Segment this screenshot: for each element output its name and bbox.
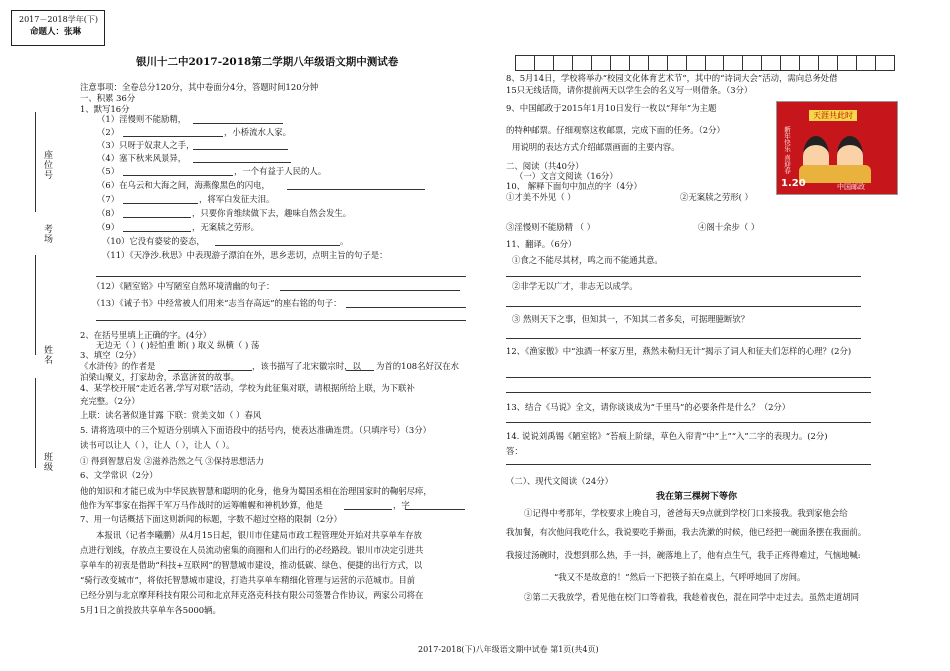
stamp-bodies xyxy=(799,165,871,183)
answer-line xyxy=(506,338,861,339)
author-text: 命题人：张琳 xyxy=(30,27,82,37)
question-text: ，将军白发征夫泪。 xyxy=(199,194,275,204)
news-text: 本报讯（记者李曦鹏）从4月15日起，银川市住建局市政工程管理处开始对共享单车存放 xyxy=(96,530,422,540)
stamp-sub: 新年快乐 喜迎春 xyxy=(783,126,791,174)
answer-line xyxy=(193,123,283,124)
answer-line xyxy=(280,290,460,291)
header-box xyxy=(11,10,105,46)
side-line-3 xyxy=(35,378,36,468)
article-text: ②第二天我放学，看见他在校门口等着我，我趁着夜色，混在同学中走过去。虽然走道胡同 xyxy=(524,592,859,602)
article-text: 我接过汤碗时，没想到那么热，手一抖，碗落地上了，他有点生气，我手正疼得难过，气恼地喊: xyxy=(506,550,861,560)
question-text: 为首的108名好汉在水 xyxy=(376,361,459,371)
question-text: （11）《天净沙.秋思》中表现游子漂泊在外，思乡悲切，点明主旨的句子是： xyxy=(102,250,388,260)
question-text: 14. 说说刘禹锡《陋室铭》“苔痕上阶绿，草色入帘青”中“上”“入”二字的表现力。(2分) xyxy=(506,431,828,441)
article-title: 我在第三棵树下等你 xyxy=(656,492,738,502)
question-text: 4、某学校开展“走近名著,学写对联”活动，学校为此征集对联，请根据所给上联，为下联补 xyxy=(80,383,415,393)
answer-line xyxy=(506,422,871,423)
question-text: 13、结合《马说》全文，请你谈谈成为“千里马”的必要条件是什么？（2分） xyxy=(506,402,791,412)
question-text: （12）《陋室铭》中写陋室自然环境清幽的句子： xyxy=(92,281,275,291)
question-text: （3）只呀于奴隶人之手， xyxy=(97,140,195,150)
question-text: 。 xyxy=(340,236,349,246)
side-label-name: 姓名 xyxy=(42,345,52,365)
answer-line xyxy=(193,149,288,150)
question-text: 他作为军事家在指挥千军万马作战时的运筹帷幄和神机妙算，他是 xyxy=(80,500,323,510)
side-label-room: 考场 xyxy=(42,224,52,244)
answer-line xyxy=(344,509,392,510)
question-text: （13）《诫子书》中经常被人们用来“志当存高远”的座右铭的句子： xyxy=(92,298,342,308)
question-text: 10、 解释下面句中加点的字（4分） xyxy=(506,181,642,191)
page-footer: 2017-2018(下)八年级语文期中试卷 第1页(共4页) xyxy=(418,645,599,654)
question-text: （1）淫慢则不能励精， xyxy=(97,114,187,124)
answer-line xyxy=(346,370,374,371)
question-text: ，无案牍之劳形。 xyxy=(192,222,259,232)
answer-line xyxy=(123,136,223,137)
answer-grid[interactable] xyxy=(515,55,895,71)
stamp-country: 中国邮政 xyxy=(837,183,865,191)
article-text: “我又不是故意的！”然后一下把筷子拍在桌上，气呼呼地回了房间。 xyxy=(554,572,806,582)
article-text: 我加餐，有次他问我吃什么，我说要吃手擀面，我去洗漱的时候，他已经把一碗面条摆在我面前。 xyxy=(506,527,867,537)
question-text: 用说明的表达方式介绍邮票画面的主要内容。 xyxy=(512,142,680,152)
question-text: 3、填空（2分） xyxy=(80,350,141,360)
answer-line xyxy=(123,203,198,204)
news-text: 点进行划线，存放点主要设在人员流动密集的商圈和人们出行的必经路段。银川市决定引进共 xyxy=(80,545,424,555)
question-text: ①食之不能尽其材，鸣之而不能通其意。 xyxy=(512,255,663,265)
question-text: 6、文学常识（2分） xyxy=(80,470,158,480)
answer-line xyxy=(405,509,465,510)
stamp-value: 1.20 xyxy=(781,178,806,189)
news-text: 5月1日之前投放共享单车各5000辆。 xyxy=(80,605,221,615)
answer-line xyxy=(123,175,233,176)
question-text: 无边无（ ）( )轻怕重 断( ) 取义 纵横（ ) 荡 xyxy=(96,340,260,350)
question-text: 15只无线话筒，请你提前两天以学生会的名义写一则借条。（3分） xyxy=(506,85,753,95)
answer-line xyxy=(168,370,252,371)
question-text: 读书可以让人（ ），让人（ ），让人（ ）。 xyxy=(80,440,235,450)
question-text: ③淫慢则不能励精 （ ） xyxy=(506,222,596,232)
news-text: “骑行改变城市”，将依托智慧城市建设，打造共享单车精细化管理与运营的示范城市。目前 xyxy=(80,575,416,585)
news-text: 享单车的初衷是借助“科技+互联网”的智慧城市建设，推动低碳、绿色、便捷的出行方式，以 xyxy=(80,560,423,570)
question-text: 1、默写16分 xyxy=(80,104,130,114)
question-text: （7） xyxy=(97,194,120,204)
question-text: ④阁十余步（ ） xyxy=(698,222,760,232)
question-text: 的特种邮票。仔细观察这枚邮票，完成下面的任务。（2分） xyxy=(506,125,725,135)
answer-line xyxy=(346,307,466,308)
section-heading: （一）文言文阅读（16分） xyxy=(515,171,618,181)
section-heading: （二）、现代文阅读（24分） xyxy=(506,476,613,486)
article-text: ①记得中考那年，学校要求上晚自习，爸爸每天9点就到学校门口来接我。我到家他会给 xyxy=(524,508,848,518)
question-text: 上联：读名著似逢甘露 下联：赏美文如（ ）春风 xyxy=(80,410,262,420)
news-text: 已经分别与北京摩拜科技有限公司和北京拜克洛克科技有限公司签署合作协议，两家公司将在 xyxy=(80,590,424,600)
section-heading: 二、阅读（共40分） xyxy=(506,161,584,171)
answer-line xyxy=(506,276,861,277)
answer-line xyxy=(506,306,861,307)
question-text: 泊梁山聚义，打家劫舍，杀富济贫的故事。 xyxy=(80,372,240,382)
answer-line xyxy=(193,162,291,163)
question-text: ① 得到智慧启发 ②滋养浩然之气 ③保持思想活力 xyxy=(80,456,264,466)
question-text: ①才美不外见（ ） xyxy=(506,192,576,202)
answer-line xyxy=(506,464,871,465)
answer-line xyxy=(123,231,191,232)
question-text: 充完整。（2分） xyxy=(80,396,140,406)
answer-line xyxy=(96,276,466,277)
question-text: ②非学无以广才，非志无以成学。 xyxy=(512,281,638,291)
question-text: ，该书描写了北宋徽宗时，以 xyxy=(252,361,361,371)
question-text: （8） xyxy=(97,208,120,218)
notice-text: 注意事项：全卷总分120分，其中卷面分4分，答题时间120分钟 xyxy=(80,82,319,92)
question-text: 12、《渔家傲》中“浊酒一杯家万里，燕然未勒归无计”揭示了词人和征夫们怎样的心理？(2分) xyxy=(506,346,852,356)
question-text: ，字 xyxy=(393,500,410,510)
question-text: （5） xyxy=(97,166,120,176)
question-text: 2、在括号里填上正确的字。(4分） xyxy=(80,330,212,340)
side-line-1 xyxy=(35,112,36,212)
answer-line xyxy=(96,320,466,321)
question-text: （10）它没有婆娑的姿态， xyxy=(102,236,205,246)
answer-line xyxy=(123,217,191,218)
answer-line xyxy=(506,392,871,393)
question-text: （2） xyxy=(97,127,120,137)
question-text: ，只要你肯维续做下去，趣味自然会发生。 xyxy=(192,208,352,218)
page-title: 银川十二中2017-2018第二学期八年级语文期中测试卷 xyxy=(136,56,399,68)
question-text: （4）塞下秋来风景异， xyxy=(97,153,187,163)
term-text: 2017－2018学年(下) xyxy=(19,15,98,24)
stamp-banner: 天涯共此时 xyxy=(809,110,857,121)
question-text: ，一个有益于人民的人。 xyxy=(234,166,327,176)
question-text: ，小桥流水人家。 xyxy=(224,127,291,137)
question-text: （9） xyxy=(97,222,120,232)
question-text: 11、翻译。（6分） xyxy=(506,239,577,249)
stamp-image xyxy=(776,101,898,195)
question-text: 《水浒传》的作者是 xyxy=(80,361,156,371)
question-text: 5. 请将选项中的三个短语分别填入下面语段中的括号内，使表达准确连贯。（只填序号）（3分） xyxy=(80,425,431,435)
question-text: （6）在乌云和大海之间，海燕像黑色的闪电， xyxy=(97,180,270,190)
side-line-2 xyxy=(35,255,36,355)
side-label-class: 班级 xyxy=(42,452,52,472)
answer-label: 答： xyxy=(506,446,523,456)
answer-line xyxy=(506,377,871,378)
answer-line xyxy=(287,189,425,190)
question-text: ②无案牍之劳形( ） xyxy=(680,192,753,202)
section-heading: 一、积累 36分 xyxy=(80,93,136,103)
question-text: 7、用一句话概括下面这则新闻的标题，字数不超过空格的限制（2分） xyxy=(80,514,342,524)
question-text: 8、5月14日，学校将举办“校园文化体育艺术节”，其中的“诗词大会”活动，需向总务处借 xyxy=(506,73,838,83)
question-text: ③ 然则天下之事，但知其一，不知其二者多矣，可据理臆断欤？ xyxy=(512,314,750,324)
question-text: 他的知识和才能已成为中华民族智慧和聪明的化身，他身为蜀国丞相在治理国家时的鞠躬尽瘁， xyxy=(80,486,432,496)
question-text: 9、中国邮政于2015年1月10日发行一枚以“拜年”为主题 xyxy=(506,103,717,113)
side-label-seat: 座位号 xyxy=(42,150,52,180)
answer-line xyxy=(215,245,340,246)
